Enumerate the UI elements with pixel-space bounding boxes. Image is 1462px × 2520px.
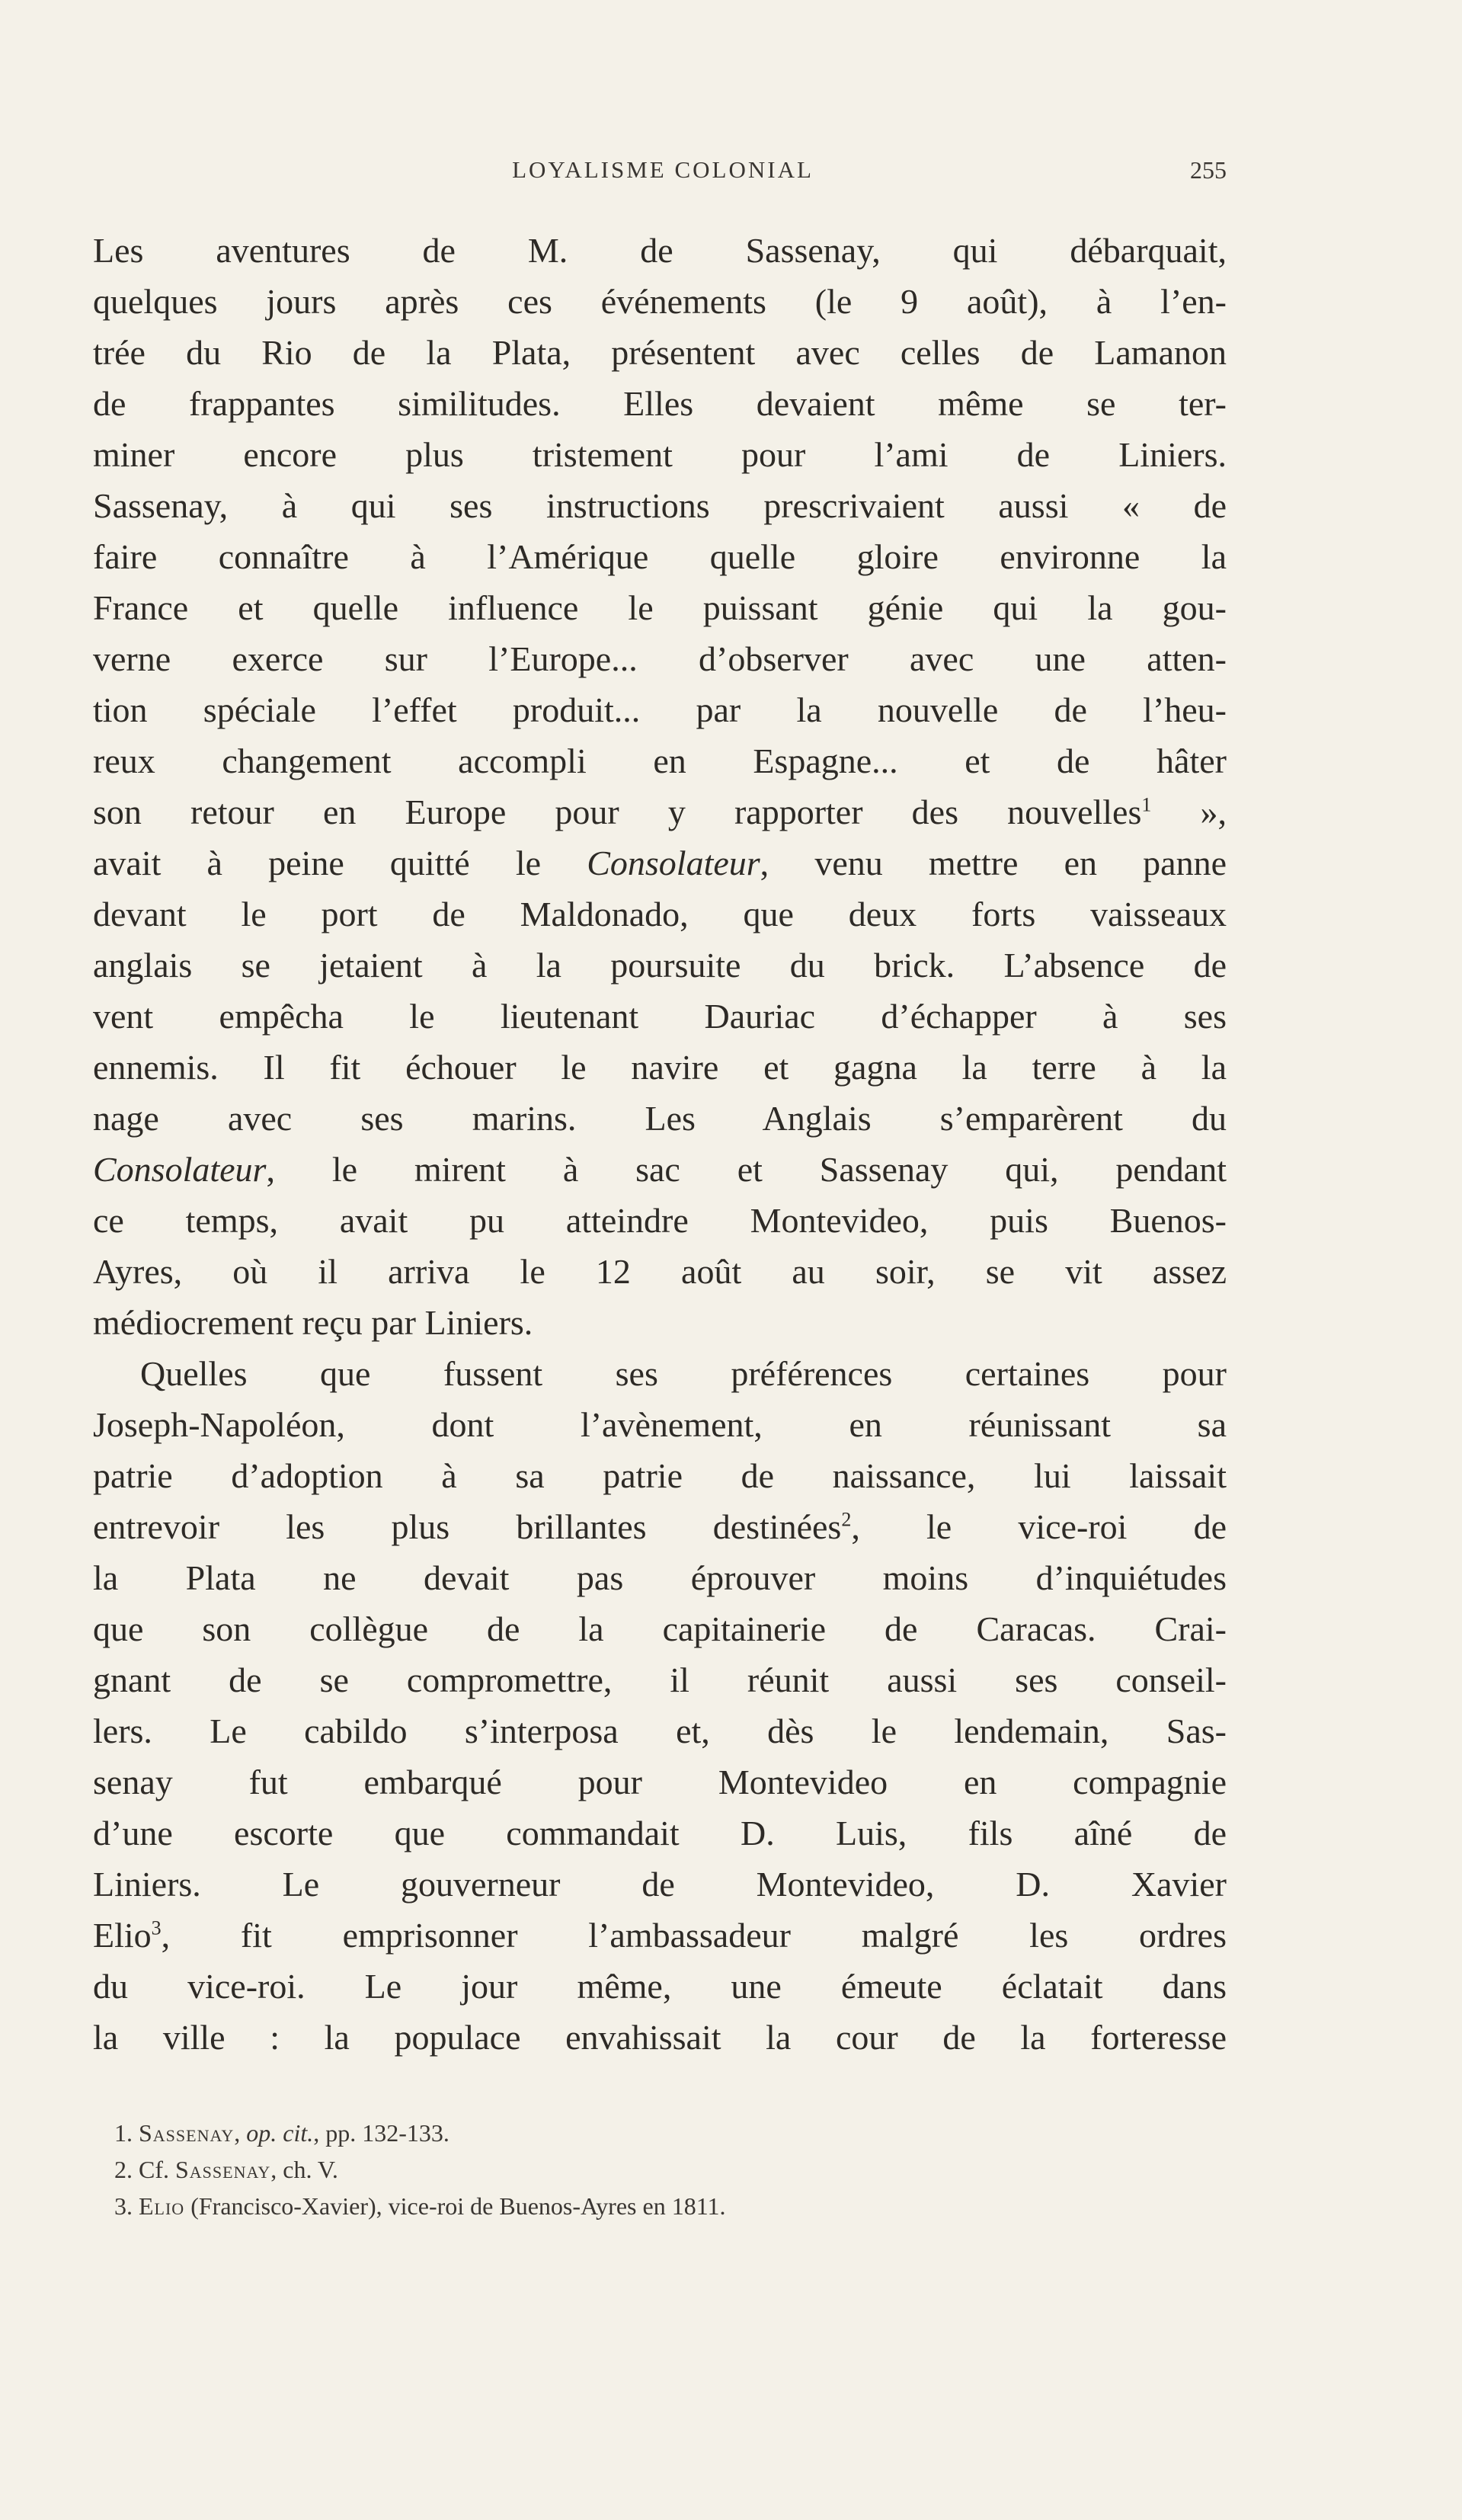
line-text: », — [1151, 793, 1227, 831]
text-line: Liniers. Le gouverneur de Montevideo, D. Xavier — [93, 1865, 1227, 1904]
footnote-text: (Francisco-Xavier), vice-roi de Buenos-Ayres en 1811. — [184, 2192, 726, 2220]
footnote-text: , — [234, 2119, 247, 2147]
footnote — [114, 2115, 1227, 2151]
text-line: patrie d’adoption à sa patrie de naissance, lui laissait — [93, 1456, 1227, 1495]
text-line: ce temps, avait pu atteindre Montevideo, puis Buenos- — [93, 1201, 1227, 1240]
footnote-text: , ch. V. — [270, 2156, 338, 2183]
footnote-marker: 2 — [841, 1508, 852, 1531]
footnote — [114, 2188, 1227, 2224]
body-text — [93, 225, 1227, 2063]
line-text: avait à peine quitté le — [93, 844, 587, 882]
text-line: senay fut embarqué pour Montevideo en compagnie — [93, 1763, 1227, 1801]
text-line: Quelles que fussent ses préférences certaines pour — [140, 1354, 1227, 1393]
page-number: 255 — [1190, 156, 1227, 184]
footnote-marker: 1 — [1141, 793, 1152, 816]
text-line: miner encore plus tristement pour l’ami de Liniers. — [93, 435, 1227, 474]
text-line: anglais se jetaient à la poursuite du brick. L’absence de — [93, 946, 1227, 985]
text-line — [93, 1144, 1227, 1195]
text-line: tion spéciale l’effet produit... par la nouvelle de l’heu- — [93, 690, 1227, 729]
text-line: nage avec ses marins. Les Anglais s’emparèrent du — [93, 1099, 1227, 1138]
line-text: , le vice-roi de — [851, 1507, 1227, 1546]
text-line: Sassenay, à qui ses instructions prescrivaient aussi « de — [93, 486, 1227, 525]
footnote-number: 3. — [114, 2192, 133, 2220]
italic-text: Consolateur — [93, 1150, 267, 1189]
text-line — [93, 786, 1227, 837]
text-line: verne exerce sur l’Europe... d’observer avec une atten- — [93, 639, 1227, 678]
footnotes — [114, 2115, 1227, 2224]
text-line: d’une escorte que commandait D. Luis, fils aîné de — [93, 1814, 1227, 1852]
text-line — [93, 1501, 1227, 1552]
text-line — [93, 1910, 1227, 1961]
text-line: vent empêcha le lieutenant Dauriac d’échapper à ses — [93, 997, 1227, 1036]
line-text: , fit emprisonner l’ambassadeur malgré les ordres — [161, 1916, 1227, 1955]
text-line: faire connaître à l’Amérique quelle gloire environne la — [93, 537, 1227, 576]
line-text: son retour en Europe pour y rapporter des nouvelles — [93, 793, 1142, 831]
text-line: gnant de se compromettre, il réunit aussi ses conseil- — [93, 1660, 1227, 1699]
text-line: lers. Le cabildo s’interposa et, dès le lendemain, Sas- — [93, 1711, 1227, 1750]
text-line: ennemis. Il fit échouer le navire et gagna la terre à la — [93, 1048, 1227, 1087]
text-line: que son collègue de la capitainerie de Caracas. Crai- — [93, 1609, 1227, 1648]
text-line: Les aventures de M. de Sassenay, qui débarquait, — [93, 231, 1227, 270]
text-line: quelques jours après ces événements (le 9 août), à l’en- — [93, 282, 1227, 321]
text-line: du vice-roi. Le jour même, une émeute éclatait dans — [93, 1967, 1227, 2006]
text-line: la ville : la populace envahissait la cour de la forteresse — [93, 2018, 1227, 2057]
text-line: reux changement accompli en Espagne... et de hâter — [93, 741, 1227, 780]
footnote-number: 1. — [114, 2119, 133, 2147]
text-line: médiocrement reçu par Liniers. — [93, 1303, 533, 1342]
text-line — [93, 837, 1227, 889]
text-line: Ayres, où il arriva le 12 août au soir, se vit assez — [93, 1252, 1227, 1291]
line-text: , le mirent à sac et Sassenay qui, pendant — [266, 1150, 1227, 1189]
footnote-author: Sassenay — [175, 2156, 271, 2183]
text-line: trée du Rio de la Plata, présentent avec celles de Lamanon — [93, 333, 1227, 372]
footnote-author: Elio — [139, 2192, 185, 2220]
text-line: Joseph-Napoléon, dont l’avènement, en réunissant sa — [93, 1405, 1227, 1444]
line-text: entrevoir les plus brillantes destinées — [93, 1507, 842, 1546]
text-line: de frappantes similitudes. Elles devaient même se ter- — [93, 384, 1227, 423]
running-head — [99, 156, 1227, 187]
text-line: devant le port de Maldonado, que deux forts vaisseaux — [93, 895, 1227, 933]
line-text: Elio — [93, 1916, 152, 1955]
running-title: LOYALISME COLONIAL — [512, 156, 814, 183]
footnote — [114, 2151, 1227, 2188]
text-line: France et quelle influence le puissant génie qui la gou- — [93, 588, 1227, 627]
line-text: , venu mettre en panne — [760, 844, 1227, 882]
footnote-italic: op. cit. — [246, 2119, 314, 2147]
footnote-text: Cf. — [139, 2156, 175, 2183]
text-line: la Plata ne devait pas éprouver moins d’inquiétudes — [93, 1558, 1227, 1597]
footnote-marker: 3 — [151, 1916, 162, 1939]
italic-text: Consolateur — [587, 844, 760, 882]
footnote-text: , pp. 132-133. — [313, 2119, 449, 2147]
footnote-number: 2. — [114, 2156, 133, 2183]
footnote-author: Sassenay — [139, 2119, 235, 2147]
